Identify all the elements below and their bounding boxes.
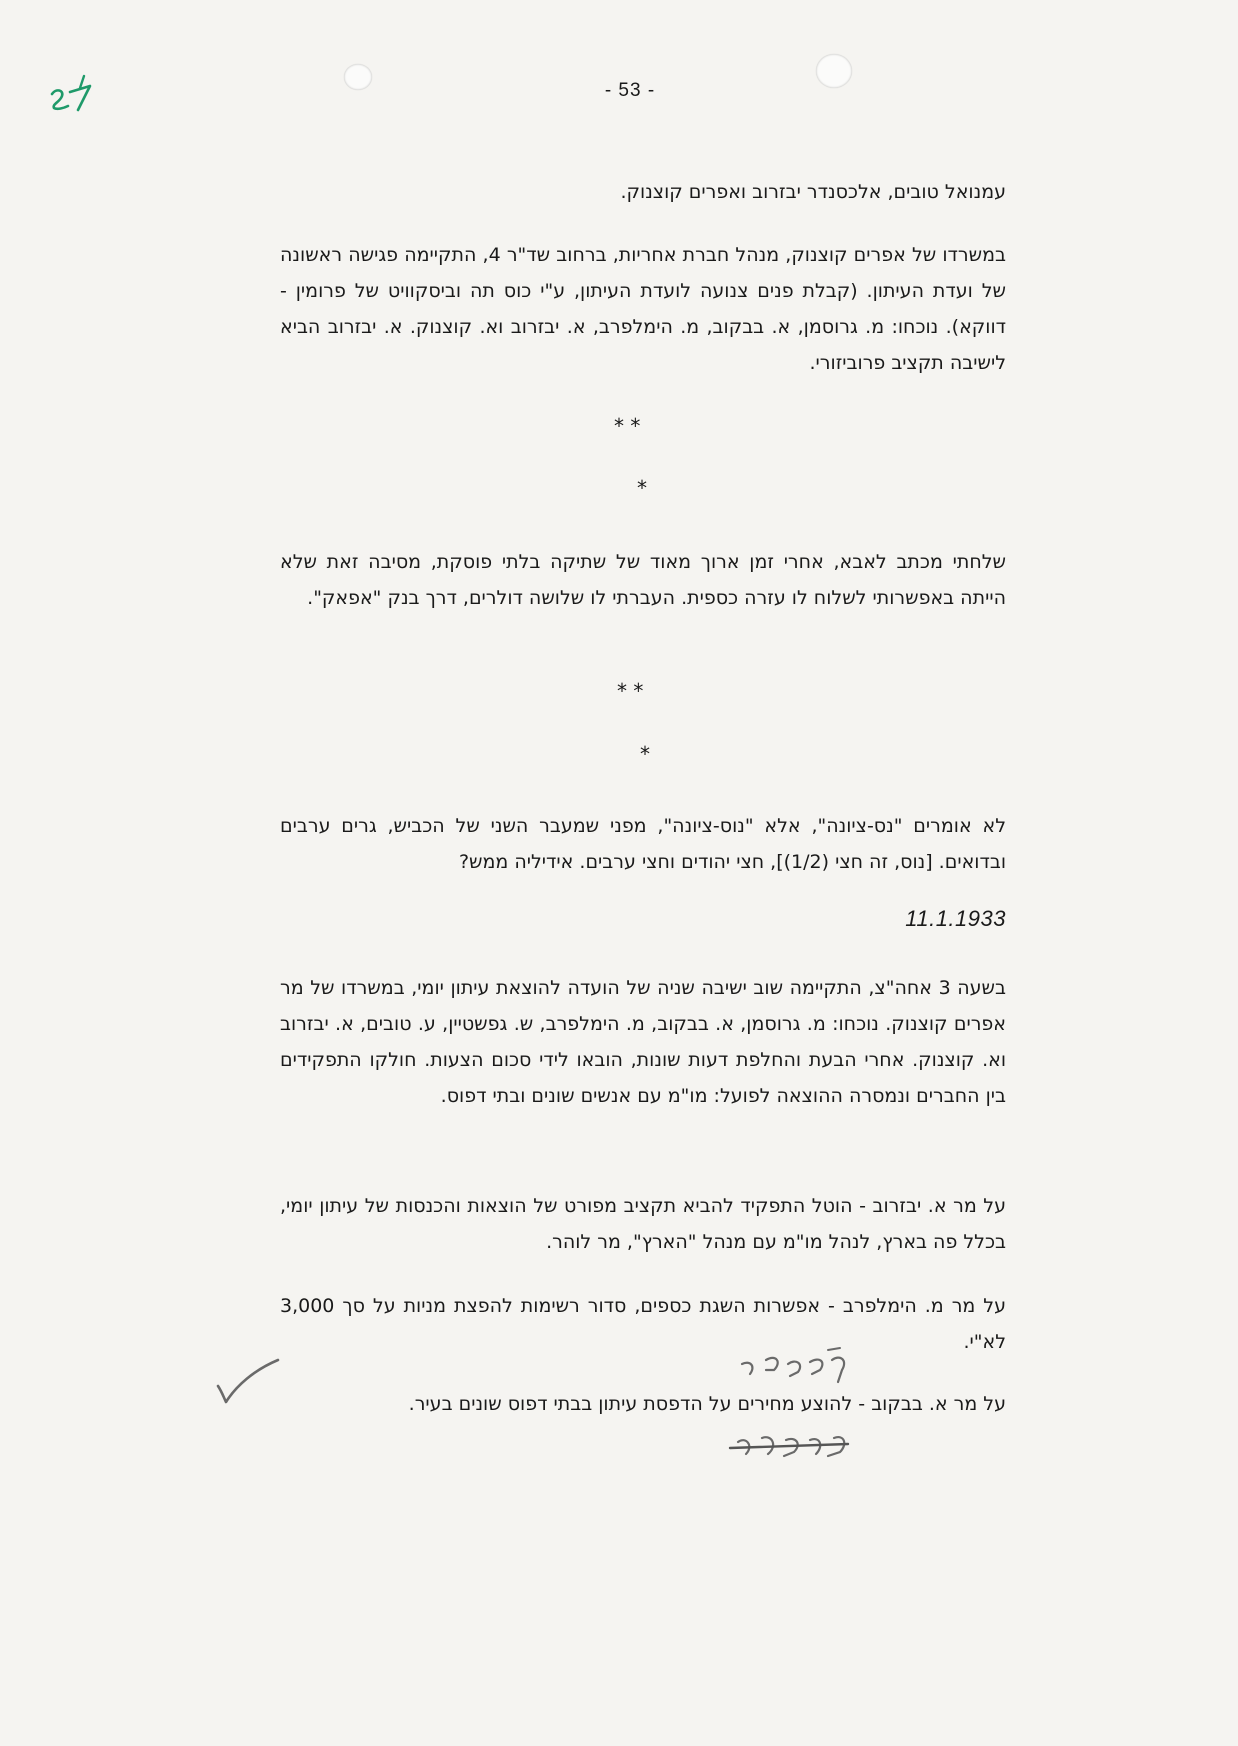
separator-stars: * * [614,414,641,438]
handwritten-correction [722,1346,852,1390]
paragraph-second-meeting: בשעה 3 אחה"צ, התקיימה שוב ישיבה שניה של הועדה להוצאת עיתון יומי, במשרדו של מר אפרים קוצנוק. נוכחו: מ. גרוסמן, א. בבקוב, מ. הימלפרב, ש. גפשטיין, ע. טובים, א. יבזרוב וא. קוצנוק. אחרי הבעת והחלפת דעות שונות, הובאו לידי סכום הצעות. חולקו התפקידים בין החברים ונמסרה ההוצאה לפועל: מו"מ עם אנשים שונים ובתי דפוס. [280,977,1006,1107]
paragraph-himelfarb-task: על מר מ. הימלפרב - אפשרות השגת כספים, סדור רשימות להפצת מניות על סך 3,000 לא"י. [280,1295,1006,1353]
separator-stars: * * [617,679,644,703]
paragraph-names: עמנואל טובים, אלכסנדר יבזרוב ואפרים קוצנוק. [620,181,1006,203]
handwritten-crossed-word [724,1428,854,1466]
paragraph-babakov-task: על מר א. בבקוב - להוצע מחירים על הדפסת עיתון בבתי דפוס שונים בעיר. [408,1393,1006,1415]
separator-star: * [637,476,647,500]
check-mark-icon [214,1356,282,1406]
separator-star: * [640,742,650,766]
date-heading: 11.1.1933 [905,906,1006,931]
paragraph-letter-to-father: שלחתי מכתב לאבא, אחרי זמן ארוך מאוד של שתיקה בלתי פוסקת, מסיבה זאת שלא הייתה באפשרותי לשלוח לו עזרה כספית. העברתי לו שלושה דולרים, דרך בנק "אפאק". [280,551,1006,609]
paragraph-nes-ziona: לא אומרים "נס-ציונה", אלא "נוס-ציונה", מפני שמעבר השני של הכביש, גרים ערבים ובדואים. [נוס, זה חצי (1/2)], חצי יהודים וחצי ערבים. אידיליה ממש? [280,815,1006,873]
paragraph-first-meeting: במשרדו של אפרים קוצנוק, מנהל חברת אחריות, ברחוב שד"ר 4, התקיימה פגישה ראשונה של ועדת העיתון. (קבלת פנים צנועה לועדת העיתון, ע"י כוס תה וביסקוויט של פרומין - דווקא). נוכחו: מ. גרוסמן, א. בבקוב, מ. הימלפרב, א. יבזרוב וא. קוצנוק. א. יבזרוב הביא לישיבה תקציב פרוביזורי. [280,244,1006,374]
punch-hole [344,64,372,90]
handwritten-page-note [48,72,96,114]
punch-hole [816,54,852,88]
page-number: - 53 - [604,80,656,101]
paragraph-yabzarov-task: על מר א. יבזרוב - הוטל התפקיד להביא תקציב מפורט של הוצאות והכנסות של עיתון יומי, בכלל פה בארץ, לנהל מו"מ עם מנהל "הארץ", מר לוהר. [280,1195,1006,1253]
